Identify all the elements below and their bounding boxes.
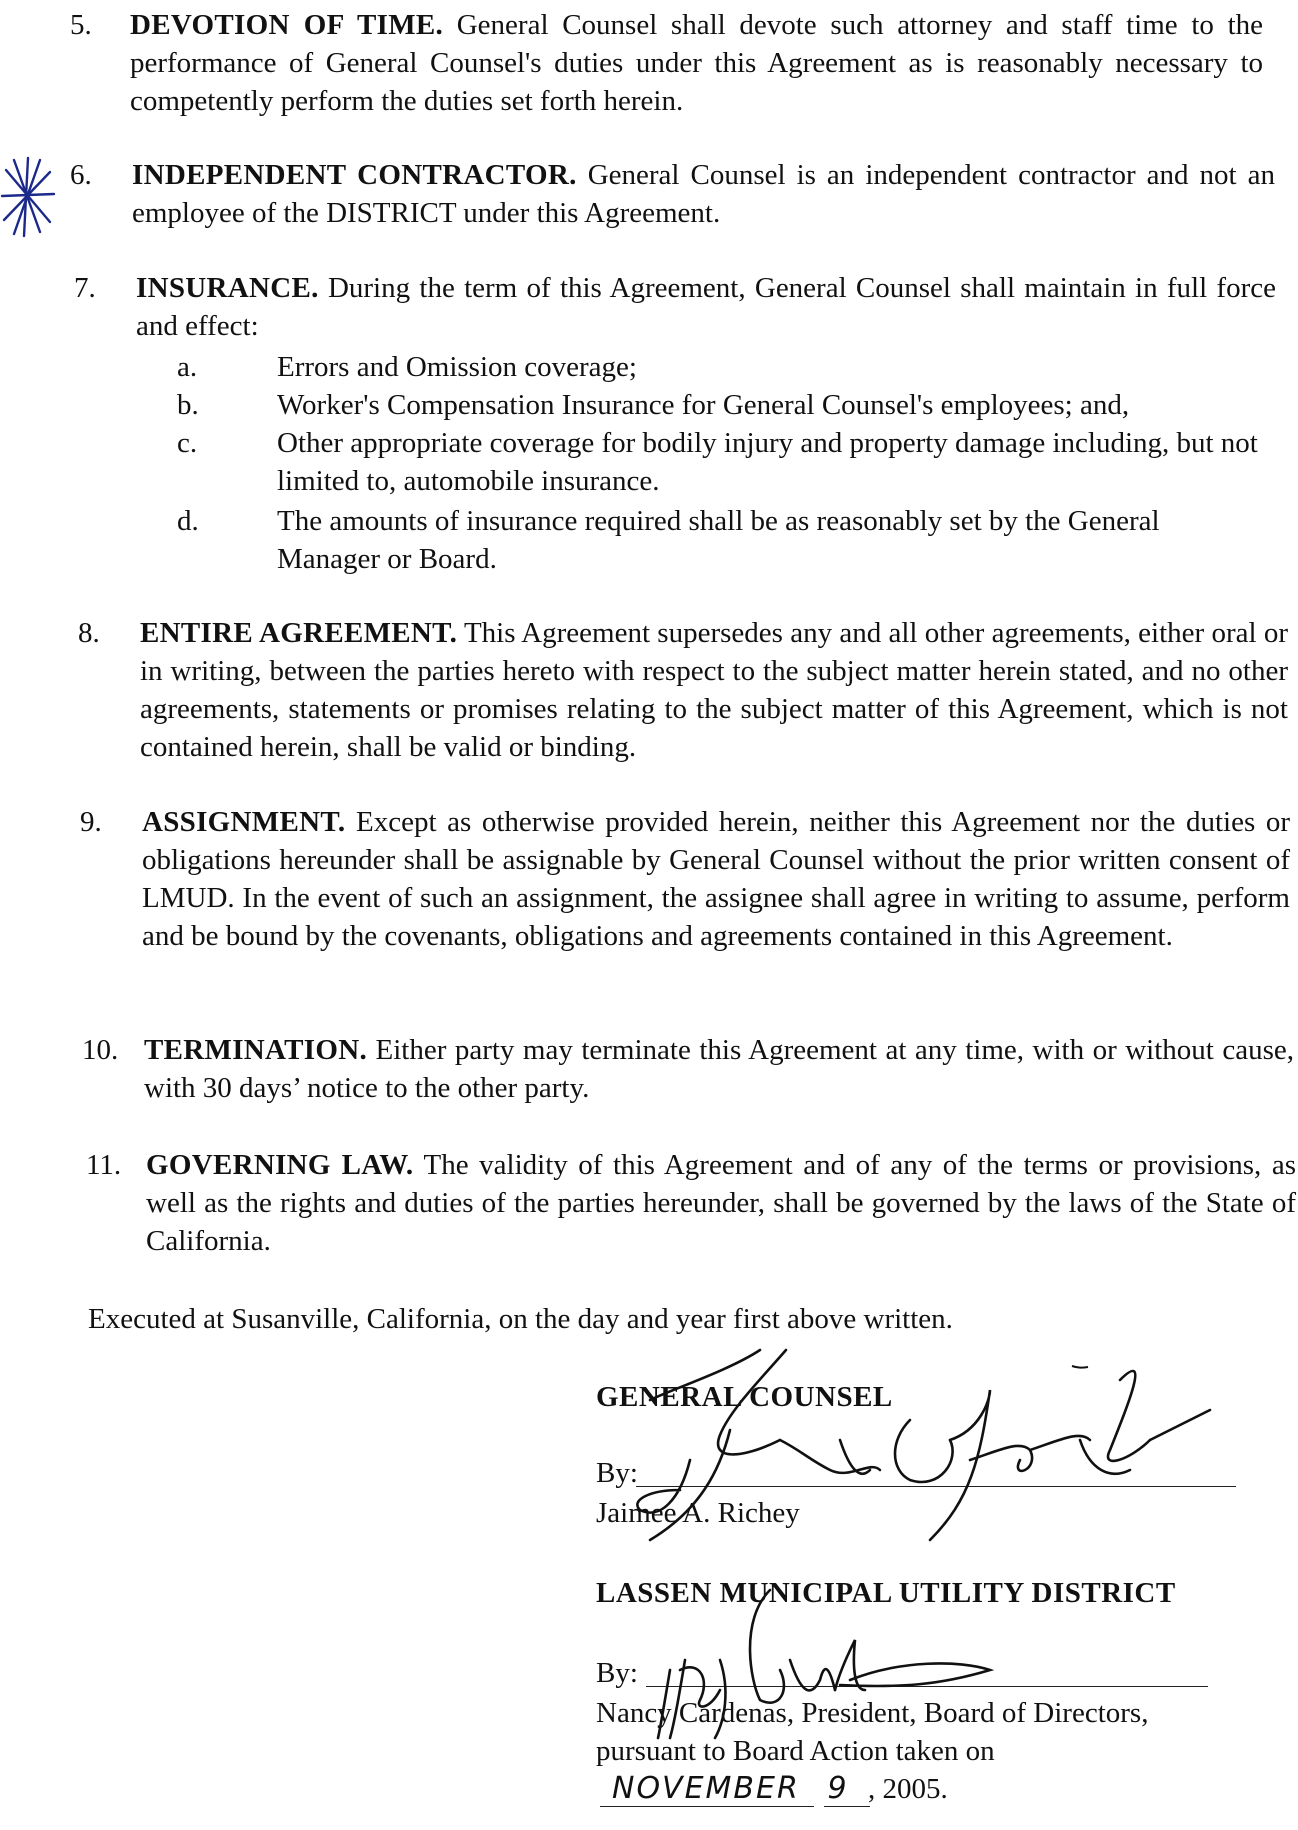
district-party-label: LASSEN MUNICIPAL UTILITY DISTRICT — [596, 1577, 1176, 1609]
section-heading: ASSIGNMENT. — [142, 806, 346, 838]
section-text: This Agreement supersedes any and all other agreements, either oral or in writing, between the parties hereto with respect to the subject matter herein stated, and no other agreements, statements or promises relating to the subject matter of this Agreement, which is not contained herein, shall be valid or binding. — [140, 617, 1288, 763]
section-heading: DEVOTION OF TIME. — [130, 9, 444, 41]
board-action-date — [612, 1770, 948, 1808]
section-body — [142, 803, 1290, 955]
section-body — [132, 156, 1275, 232]
section-body — [130, 6, 1263, 120]
item-label: b. — [177, 389, 199, 421]
date-month: NOVEMBER — [612, 1771, 800, 1806]
date-day-line — [824, 1806, 870, 1807]
district-signer-name: Nancy Cardenas, President, Board of Directors, — [596, 1697, 1149, 1729]
item-label: c. — [177, 427, 198, 459]
section-number: 9. — [80, 806, 102, 838]
section-number: 8. — [78, 617, 100, 649]
general-counsel-by-label: By: — [596, 1457, 638, 1489]
date-month-line — [600, 1806, 814, 1807]
date-year: , 2005. — [868, 1773, 948, 1805]
item-text: Worker's Compensation Insurance for General Counsel's employees; and, — [277, 389, 1130, 421]
section-text: General Counsel shall devote such attorney and staff time to the performance of General Counsel's duties under this Agreement as is reasonably necessary to competently perform the duties set forth herein. — [130, 9, 1263, 117]
executed-statement: Executed at Susanville, California, on the day and year first above written. — [88, 1303, 953, 1335]
section-number: 10. — [82, 1034, 119, 1066]
section-heading: INSURANCE. — [136, 272, 319, 304]
item-text: Other appropriate coverage for bodily injury and property damage including, but not limited to, automobile insurance. — [277, 427, 1258, 497]
section-body — [136, 269, 1276, 345]
margin-tick-icon — [1070, 1362, 1090, 1372]
section-heading: GOVERNING LAW. — [146, 1149, 414, 1181]
section-text: Either party may terminate this Agreement at any time, with or without cause, with 30 days’ notice to the other party. — [144, 1034, 1294, 1104]
board-action-text: pursuant to Board Action taken on — [596, 1735, 995, 1767]
date-day: 9 — [827, 1771, 849, 1806]
section-text: The validity of this Agreement and of any of the terms or provisions, as well as the rights and duties of the parties hereunder, shall be governed by the laws of the State of California. — [146, 1149, 1296, 1257]
asterisk-mark-icon — [0, 150, 56, 240]
section-heading: TERMINATION. — [144, 1034, 367, 1066]
item-text: Errors and Omission coverage; — [277, 351, 637, 383]
section-body — [146, 1146, 1296, 1260]
section-text: During the term of this Agreement, General Counsel shall maintain in full force and effect: — [136, 272, 1276, 342]
district-signature-icon — [640, 1560, 1060, 1740]
section-text: Except as otherwise provided herein, neither this Agreement nor the duties or obligations hereunder shall be assignable by General Counsel without the prior written consent of LMUD. In the event of such an assignment, the assignee shall agree in writing to assume, perform and be bound by the covenants, obligations and agreements contained in this Agreement. — [142, 806, 1290, 952]
item-text: The amounts of insurance required shall be as reasonably set by the General Manager or Board. — [277, 505, 1160, 575]
general-counsel-party-label: GENERAL COUNSEL — [596, 1381, 893, 1413]
section-body — [144, 1031, 1294, 1107]
section-body — [140, 614, 1288, 766]
section-number: 6. — [70, 159, 92, 191]
section-heading: INDEPENDENT CONTRACTOR. — [132, 159, 577, 191]
item-label: d. — [177, 505, 199, 537]
section-text: General Counsel is an independent contractor and not an employee of the DISTRICT under this Agreement. — [132, 159, 1275, 229]
general-counsel-signature-icon — [610, 1340, 1210, 1550]
section-number: 11. — [86, 1149, 122, 1181]
section-number: 5. — [70, 9, 92, 41]
section-number: 7. — [74, 272, 96, 304]
section-heading: ENTIRE AGREEMENT. — [140, 617, 458, 649]
general-counsel-name: Jaimee A. Richey — [596, 1497, 800, 1529]
item-label: a. — [177, 351, 198, 383]
district-by-label: By: — [596, 1657, 638, 1689]
